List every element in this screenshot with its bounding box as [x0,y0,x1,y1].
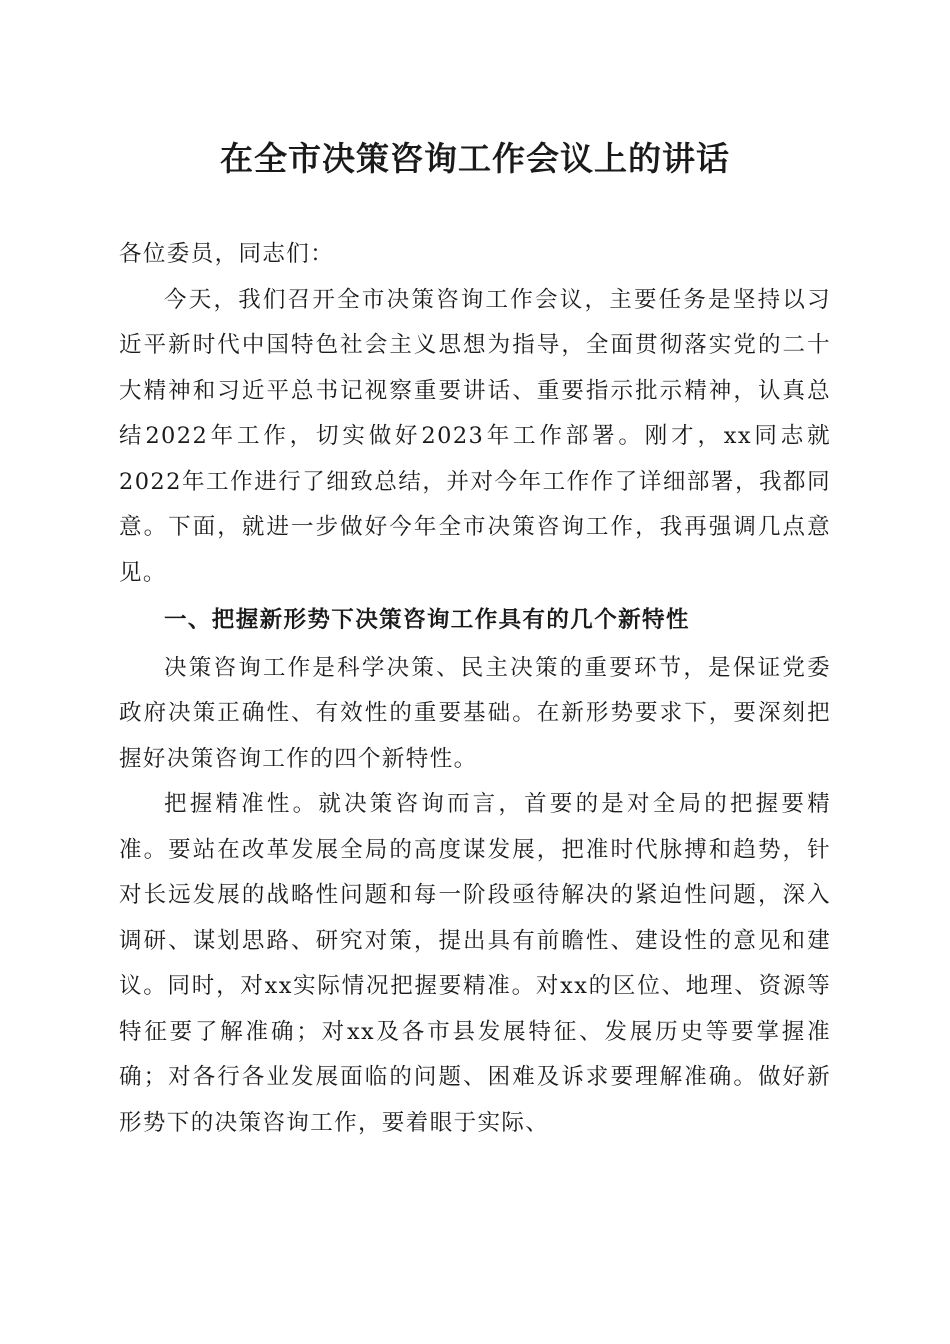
intro-paragraph: 今天，我们召开全市决策咨询工作会议，主要任务是坚持以习近平新时代中国特色社会主义思想为指导，全面贯彻落实党的二十大精神和习近平总书记视察重要讲话、重要指示批示精神，认真总结2022年工作，切实做好2023年工作部署。刚才，xx同志就2022年工作进行了细致总结，并对今年工作作了详细部署，我都同意。下面，就进一步做好今年全市决策咨询工作，我再强调几点意见。 [119,286,831,586]
section-paragraph-2: 把握精准性。就决策咨询而言，首要的是对全局的把握要精准。要站在改革发展全局的高度谋发展，把准时代脉搏和趋势，针对长远发展的战略性问题和每一阶段亟待解决的紧迫性问题，深入调研、谋划思路、研究对策，提出具有前瞻性、建设性的意见和建议。同时，对xx实际情况把握要精准。对xx的区位、地理、资源等特征要了解准确；对xx及各市县发展特征、发展历史等要掌握准确；对各行各业发展面临的问题、困难及诉求要理解准确。做好新形势下的决策咨询工作，要着眼于实际、 [119,791,831,1136]
document-title: 在全市决策咨询工作会议上的讲话 [220,139,730,178]
section-heading: 一、把握新形势下决策咨询工作具有的几个新特性 [164,607,690,633]
section-paragraph-1: 决策咨询工作是科学决策、民主决策的重要环节，是保证党委政府决策正确性、有效性的重要基础。在新形势要求下，要深刻把握好决策咨询工作的四个新特性。 [119,654,831,772]
salutation: 各位委员，同志们： [119,241,335,267]
document-body [119,232,831,1146]
